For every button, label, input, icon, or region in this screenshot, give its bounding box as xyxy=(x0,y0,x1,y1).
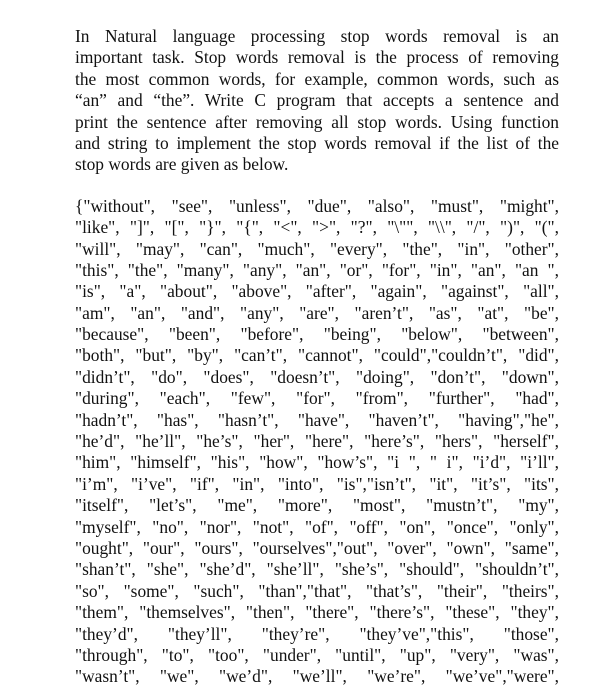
stop-words-line: {"without", "see", "unless", "due", "also", "must", "might", xyxy=(75,195,559,216)
stop-words-line: "didn’t", "do", "does", "doesn’t", "doing", "don’t", "down", xyxy=(75,366,559,387)
stop-words-line: "is", "a", "about", "above", "after", "again", "against", "all", xyxy=(75,281,559,302)
stop-words-line: "him", "himself", "his", "how", "how’s", "i ", " i", "i’d", "i’ll", xyxy=(75,452,559,473)
text-line: and string to implement the stop words removal if the list of the xyxy=(75,132,559,153)
text-line: “an” and “the”. Write C program that accepts a sentence and xyxy=(75,90,559,111)
stop-words-line: "through", "to", "too", "under", "until", "up", "very", "was", xyxy=(75,644,559,665)
paragraph-spacer xyxy=(75,176,559,196)
stop-words-line: "wasn’t", "we", "we’d", "we’ll", "we’re", "we’ve","were", xyxy=(75,666,559,687)
stop-words-line: "both", "but", "by", "can’t", "cannot", "could","couldn’t", "did", xyxy=(75,345,559,366)
text-line: stop words are given as below. xyxy=(75,154,289,175)
text-line: important task. Stop words removal is the process of removing xyxy=(75,47,559,68)
text-line: In Natural language processing stop words removal is an xyxy=(75,26,559,46)
stop-words-line: "am", "an", "and", "any", "are", "aren’t", "as", "at", "be", xyxy=(75,302,559,323)
document-page xyxy=(75,26,559,688)
stop-words-line: "myself", "no", "nor", "not", "of", "off", "on", "once", "only", xyxy=(75,516,559,537)
stop-words-line: "this", "the", "many", "any", "an", "or", "for", "in", "an", "an ", xyxy=(75,259,559,280)
stop-words-line: "ought", "our", "ours", "ourselves","out", "over", "own", "same", xyxy=(75,537,559,558)
stop-words-line: "so", "some", "such", "than","that", "that’s", "their", "theirs", xyxy=(75,580,559,601)
stop-words-line: "he’d", "he’ll", "he’s", "her", "here", "here’s", "hers", "herself", xyxy=(75,431,559,452)
stop-words-line: "like", "]", "[", "}", "{", "<", ">", "?", "\"", "\\", "/", ")", "(", xyxy=(75,217,559,238)
problem-description xyxy=(75,26,559,176)
stop-words-list xyxy=(75,196,559,688)
stop-words-line: "they’d", "they’ll", "they’re", "they’ve","this", "those", xyxy=(75,623,559,644)
stop-words-line: "i’m", "i’ve", "if", "in", "into", "is","isn’t", "it", "it’s", "its", xyxy=(75,473,559,494)
stop-words-line: "hadn’t", "has", "hasn’t", "have", "haven’t", "having","he", xyxy=(75,409,559,430)
text-line: the most common words, for example, common words, such as xyxy=(75,68,559,89)
stop-words-line: "will", "may", "can", "much", "every", "the", "in", "other", xyxy=(75,238,559,259)
text-line: print the sentence after removing all stop words. Using function xyxy=(75,111,559,132)
stop-words-line: "because", "been", "before", "being", "below", "between", xyxy=(75,324,559,345)
stop-words-line: "itself", "let’s", "me", "more", "most", "mustn’t", "my", xyxy=(75,495,559,516)
stop-words-line: "shan’t", "she", "she’d", "she’ll", "she’s", "should", "shouldn’t", xyxy=(75,559,559,580)
stop-words-line: "during", "each", "few", "for", "from", "further", "had", xyxy=(75,388,559,409)
stop-words-line: "them", "themselves", "then", "there", "there’s", "these", "they", xyxy=(75,602,559,623)
